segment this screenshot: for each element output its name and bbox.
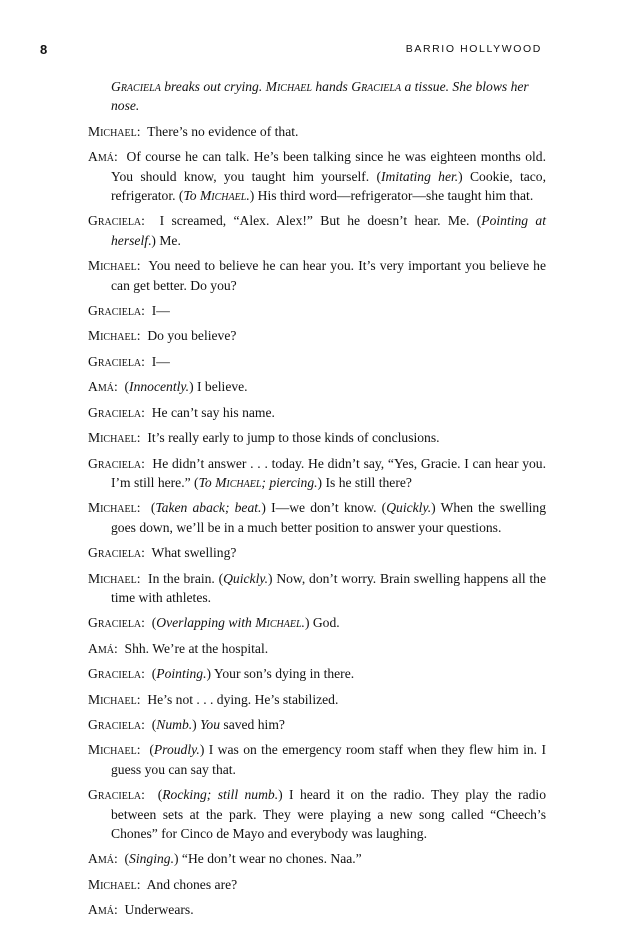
- text-run: I screamed, “Alex. Alex!” But he doesn’t hear. Me. (: [159, 213, 482, 229]
- text-run: ; piercing.: [261, 474, 318, 490]
- text-run: Rocking; still numb.: [162, 787, 279, 803]
- text-run: ) I—we don’t know. (: [261, 500, 387, 516]
- dialogue-line: Michael: There’s no evidence of that.: [88, 123, 299, 139]
- dialogue-line: Amá: (Singing.) “He don’t wear no chones. Naa.”: [88, 851, 362, 867]
- text-run: It’s really early to jump to those kinds of conclusions.: [147, 430, 440, 446]
- script-body: [88, 77, 546, 926]
- speaker-name: Graciela: [88, 455, 142, 471]
- text-run: ) Cookie, taco, refrigerator. (: [111, 168, 546, 204]
- dialogue-line: Amá: Underwears.: [88, 902, 194, 918]
- speaker-name: Amá: [88, 379, 114, 395]
- text-run: breaks out crying.: [160, 79, 266, 94]
- text-run: (: [151, 666, 157, 682]
- dialogue-line: Michael: You need to believe he can hear you. It’s very important you believe he can get better. Do you?: [88, 258, 546, 293]
- text-run: ) Your son’s dying in there.: [206, 666, 355, 682]
- text-run: What swelling?: [151, 545, 237, 561]
- dialogue-line: Amá: Shh. We’re at the hospital.: [88, 640, 269, 656]
- speaker-name: Michael: [88, 123, 137, 139]
- running-head: BARRIO HOLLYWOOD: [405, 43, 542, 55]
- text-run: ) “He don’t wear no chones. Naa.”: [173, 851, 362, 867]
- dialogue-line: Michael: (Taken aback; beat.) I—we don’t know. (Quickly.) When the swelling goes down, we’ll be in a much better position to answer your questions.: [88, 500, 546, 535]
- text-run: Quickly.: [223, 570, 269, 586]
- dialogue-line: Graciela: I—: [88, 303, 170, 319]
- speaker-name: Amá: [88, 902, 114, 918]
- text-run: Taken aback; beat.: [155, 500, 262, 516]
- text-run: Underwears.: [124, 902, 194, 918]
- speaker-name: Graciela: [88, 303, 142, 319]
- text-run: Pointing.: [156, 666, 207, 682]
- text-run: .: [301, 615, 305, 631]
- stage-direction: [88, 77, 546, 116]
- dialogue-line: Michael: (Proudly.) I was on the emergency room staff when they flew him in. I guess you can say that.: [88, 742, 546, 777]
- text-run: .: [246, 188, 250, 204]
- text-run: (: [157, 787, 163, 803]
- text-run: ) God.: [304, 615, 340, 631]
- text-run: Singing.: [129, 851, 174, 867]
- speaker-name: Michael: [88, 430, 137, 446]
- text-run: Michael: [255, 615, 302, 631]
- dialogue-line: Graciela: (Overlapping with Michael.) God.: [88, 615, 340, 631]
- text-run: He can’t say his name.: [151, 404, 275, 420]
- text-run: Do you believe?: [147, 328, 237, 344]
- text-run: ) Is he still there?: [317, 474, 412, 490]
- text-run: And chones are?: [146, 876, 238, 892]
- text-run: He didn’t answer . . . today. He didn’t say, “Yes, Gracie. I can hear you. I’m still here.” (: [111, 455, 546, 490]
- text-run: hands: [311, 79, 352, 94]
- text-run: saved him?: [220, 716, 285, 732]
- text-run: Graciela: [111, 79, 161, 94]
- dialogue-line: Graciela: What swelling?: [88, 545, 237, 561]
- speaker-name: Graciela: [88, 787, 142, 803]
- speaker-name: Graciela: [88, 716, 142, 732]
- text-run: Michael: [199, 188, 247, 204]
- text-run: Imitating her.: [381, 168, 459, 184]
- text-run: (: [124, 851, 130, 867]
- text-run: ): [192, 716, 201, 732]
- text-run: (: [151, 615, 157, 631]
- text-run: To: [198, 474, 216, 490]
- speaker-name: Michael: [88, 691, 137, 707]
- text-run: Proudly.: [153, 742, 200, 758]
- text-run: ) I was on the emergency room staff when they flew him in. I guess you can say that.: [111, 742, 546, 777]
- text-run: ) I believe.: [189, 379, 248, 395]
- speaker-name: Graciela: [88, 404, 142, 420]
- text-run: To: [183, 188, 200, 204]
- dialogue-line: Graciela: (Pointing.) Your son’s dying in there.: [88, 666, 355, 682]
- speaker-name: Michael: [88, 500, 137, 516]
- text-run: There’s no evidence of that.: [147, 123, 299, 139]
- text-run: Innocently.: [129, 379, 190, 395]
- text-run: Graciela: [351, 79, 402, 94]
- speaker-name: Amá: [88, 640, 114, 656]
- text-run: (: [149, 742, 154, 758]
- speaker-name: Michael: [88, 742, 137, 758]
- text-run: You: [200, 716, 220, 732]
- dialogue-line: Michael: He’s not . . . dying. He’s stabilized.: [88, 691, 339, 707]
- text-run: Michael: [215, 474, 262, 490]
- text-run: ) When the swelling goes down, we’ll be in a much better position to answer your questions.: [111, 500, 546, 535]
- page-number: 8: [40, 42, 48, 57]
- text-run: You need to believe he can hear you. It’s very important you believe he can get better. Do you?: [111, 258, 546, 293]
- dialogue: [88, 122, 546, 920]
- text-run: .) Me.: [148, 232, 181, 248]
- dialogue-line: Graciela: (Numb.) You saved him?: [88, 716, 285, 732]
- speaker-name: Amá: [88, 851, 114, 867]
- text-run: ) I heard it on the radio. They play the radio between sets at the park. They were playing a new song called “Cheech’s Chones” for Cinco de Mayo and everybody was laughing.: [111, 787, 546, 841]
- text-run: Quickly.: [386, 500, 432, 516]
- text-run: ) Now, don’t worry. Brain swelling happens all the time with athletes.: [111, 570, 546, 605]
- dialogue-line: Michael: It’s really early to jump to those kinds of conclusions.: [88, 430, 440, 446]
- speaker-name: Amá: [88, 149, 114, 165]
- speaker-name: Graciela: [88, 353, 142, 369]
- text-run: (: [150, 500, 156, 516]
- dialogue-line: Amá: Of course he can talk. He’s been talking since he was eighteen months old. You should know, you taught him yourself. (Imitating her.) Cookie, taco, refrigerator. (To Michael.) His third word—refrigerator—she taught him that.: [88, 149, 547, 204]
- text-run: (: [124, 379, 130, 395]
- text-run: In the brain. (: [148, 570, 224, 586]
- dialogue-line: Michael: And chones are?: [88, 876, 238, 892]
- dialogue-line: Graciela: He can’t say his name.: [88, 404, 275, 420]
- speaker-name: Michael: [88, 876, 137, 892]
- text-run: Shh. We’re at the hospital.: [124, 640, 269, 656]
- speaker-name: Graciela: [88, 213, 142, 229]
- text-run: (: [151, 716, 157, 732]
- speaker-name: Graciela: [88, 545, 142, 561]
- dialogue-line: Michael: Do you believe?: [88, 328, 237, 344]
- speaker-name: Graciela: [88, 666, 142, 682]
- dialogue-line: Graciela: I—: [88, 353, 170, 369]
- text-run: I—: [151, 303, 170, 319]
- text-run: ) His third word—refrigerator—she taught him that.: [249, 188, 534, 204]
- text-run: He’s not . . . dying. He’s stabilized.: [147, 691, 339, 707]
- text-run: a tissue. She blows her nose.: [111, 79, 529, 114]
- dialogue-line: Amá: (Innocently.) I believe.: [88, 379, 248, 395]
- speaker-name: Michael: [88, 258, 137, 274]
- text-run: Pointing at herself: [111, 213, 546, 248]
- text-run: Michael: [265, 79, 312, 94]
- dialogue-line: Graciela: I screamed, “Alex. Alex!” But he doesn’t hear. Me. (Pointing at herself.) Me.: [88, 213, 546, 248]
- dialogue-line: Graciela: (Rocking; still numb.) I heard it on the radio. They play the radio between sets at the park. They were playing a new song called “Cheech’s Chones” for Cinco de Mayo and everybody was laughing.: [88, 787, 546, 841]
- speaker-name: Michael: [88, 328, 137, 344]
- text-run: Overlapping with: [156, 615, 256, 631]
- text-run: I—: [151, 353, 170, 369]
- speaker-name: Michael: [88, 570, 137, 586]
- speaker-name: Graciela: [88, 615, 142, 631]
- dialogue-line: Michael: In the brain. (Quickly.) Now, don’t worry. Brain swelling happens all the time with athletes.: [88, 570, 546, 605]
- text-run: Of course he can talk. He’s been talking since he was eighteen months old. You should know, you taught him yourself. (: [111, 149, 547, 184]
- text-run: Numb.: [156, 716, 193, 732]
- dialogue-line: Graciela: He didn’t answer . . . today. He didn’t say, “Yes, Gracie. I can hear you. I’m still here.” (To Michael; piercing.) Is he still there?: [88, 455, 546, 490]
